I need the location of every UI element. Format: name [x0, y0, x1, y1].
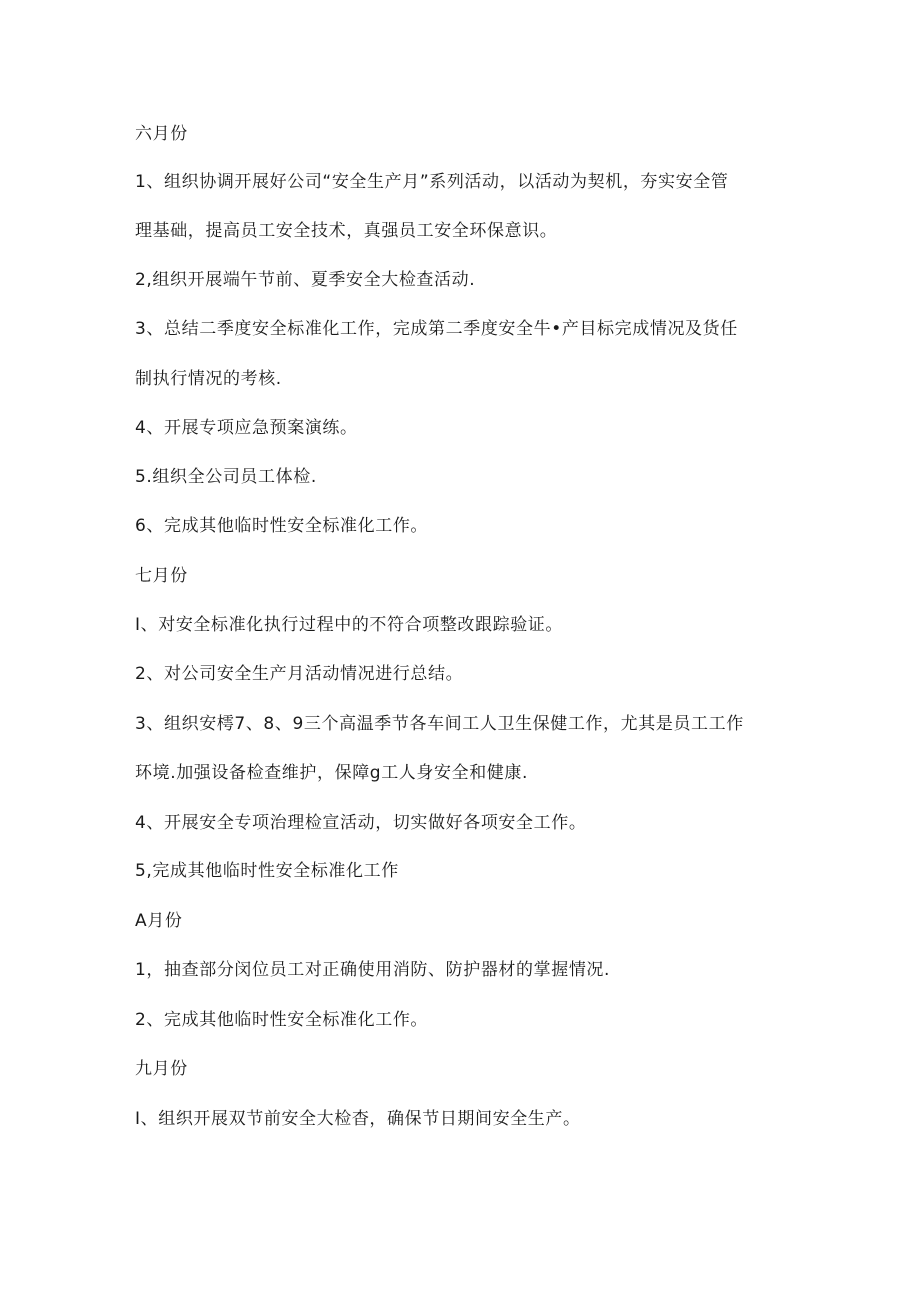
july-item-2: 2、对公司安全生产月活动情况进行总结。 — [135, 664, 464, 684]
june-item-5: 5.组织全公司员工体检. — [135, 467, 317, 487]
august-item-2: 2、完成其他临时性安全标准化工作。 — [135, 1010, 429, 1030]
june-item-4: 4、开展专项应急预案演练。 — [135, 418, 358, 438]
september-item-1: I、组织开展双节前安全大检杳，确保节日期间安全生产。 — [135, 1109, 581, 1129]
june-item-2: 2,组织开展端午节前、夏季安全大检查活动. — [135, 270, 476, 290]
june-item-3-line-2: 制执行情况的考核. — [135, 369, 282, 389]
july-item-1: I、对安全标准化执行过程中的不符合项整改跟踪验证。 — [135, 615, 564, 635]
july-item-4: 4、开展安全专项治理检宣活动，切实做好各项安全工作。 — [135, 813, 587, 833]
heading-june: 六月份 — [135, 124, 188, 144]
june-item-6: 6、完成其他临时性安全标准化工作。 — [135, 516, 429, 536]
july-item-3-line-1: 3、组织安樗7、8、9三个高温季节各车间工人卫生保健工作，尤其是员工工作 — [135, 714, 744, 734]
heading-august: A月份 — [135, 911, 183, 931]
heading-september: 九月份 — [135, 1059, 188, 1079]
august-item-1: 1，抽查部分闵位员工对正确使用消防、防护器材的掌握情况. — [135, 960, 611, 980]
june-item-1-line-1: 1、组织协调开展好公司“安全生产月”系列活动，以活动为契机，夯实安全管 — [135, 172, 729, 192]
july-item-5: 5,完成其他临时性安全标准化工作 — [135, 861, 399, 881]
june-item-1-line-2: 理基础，提高员工安全技术，真强员工安全环保意识。 — [135, 221, 558, 241]
june-item-3-line-1: 3、总结二季度安全标准化工作，完成第二季度安全牛•产目标完成情况及货任 — [135, 319, 738, 339]
july-item-3-line-2: 环境.加强设备检查维护，保障g工人身安全和健康. — [135, 763, 528, 783]
heading-july: 七月份 — [135, 566, 188, 586]
